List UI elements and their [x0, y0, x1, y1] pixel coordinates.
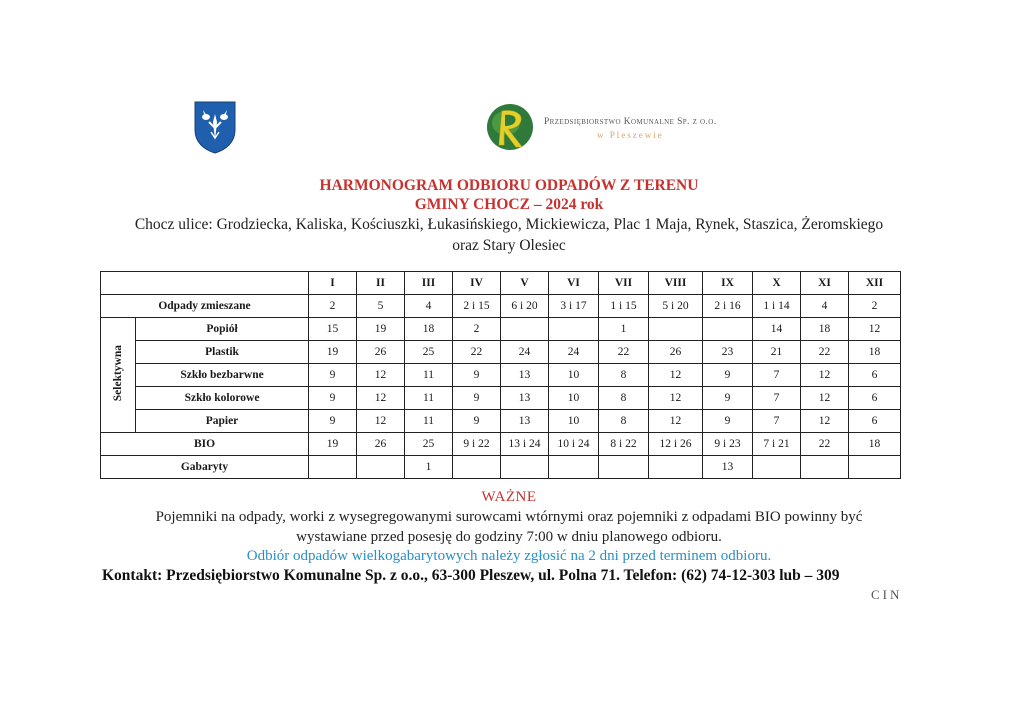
row-label: Odpady zmieszane	[101, 295, 309, 318]
header-corner-cell	[101, 272, 309, 295]
schedule-cell: 12	[849, 318, 901, 341]
month-header: X	[753, 272, 801, 295]
schedule-cell	[801, 456, 849, 479]
row-label: Szkło bezbarwne	[136, 364, 309, 387]
month-header: VIII	[649, 272, 703, 295]
schedule-cell: 9 i 22	[453, 433, 501, 456]
schedule-cell: 9	[453, 364, 501, 387]
schedule-cell: 8	[599, 364, 649, 387]
schedule-cell: 12	[801, 364, 849, 387]
schedule-cell: 1	[405, 456, 453, 479]
schedule-cell: 10 i 24	[549, 433, 599, 456]
schedule-cell: 6	[849, 387, 901, 410]
row-label: Popiół	[136, 318, 309, 341]
company-name: Przedsiębiorstwo Komunalne Sp. z o.o.	[544, 117, 717, 127]
schedule-cell: 14	[753, 318, 801, 341]
month-header: IX	[703, 272, 753, 295]
schedule-cell	[703, 318, 753, 341]
row-label: Papier	[136, 410, 309, 433]
table-row	[101, 295, 901, 318]
schedule-cell	[357, 456, 405, 479]
schedule-cell: 13	[501, 387, 549, 410]
schedule-cell: 9	[703, 410, 753, 433]
streets-line-continued: oraz Stary Olesiec	[452, 237, 566, 254]
schedule-cell: 23	[703, 341, 753, 364]
month-header-row	[101, 272, 901, 295]
table-row	[101, 456, 901, 479]
schedule-cell	[599, 456, 649, 479]
schedule-cell: 6	[849, 364, 901, 387]
schedule-cell: 8	[599, 387, 649, 410]
row-label: BIO	[101, 433, 309, 456]
schedule-cell: 4	[801, 295, 849, 318]
table-row	[101, 433, 901, 456]
schedule-cell: 9	[453, 410, 501, 433]
schedule-cell: 24	[501, 341, 549, 364]
month-header: XII	[849, 272, 901, 295]
schedule-cell: 3 i 17	[549, 295, 599, 318]
schedule-cell: 6	[849, 410, 901, 433]
month-header: IV	[453, 272, 501, 295]
table-row	[101, 387, 901, 410]
schedule-cell: 1 i 15	[599, 295, 649, 318]
notice-text: Pojemniki na odpady, worki z wysegregowanymi surowcami wtórnymi oraz pojemniki z odpadami BIO powinny być	[155, 509, 863, 525]
selective-group-label: Selektywna	[112, 345, 124, 402]
schedule-cell: 5	[357, 295, 405, 318]
schedule-cell: 7 i 21	[753, 433, 801, 456]
schedule-cell: 13 i 24	[501, 433, 549, 456]
gmina-coat-of-arms-icon	[193, 100, 237, 154]
schedule-cell	[453, 456, 501, 479]
schedule-cell: 13	[501, 364, 549, 387]
schedule-cell: 12 i 26	[649, 433, 703, 456]
schedule-cell: 1	[599, 318, 649, 341]
schedule-cell	[309, 456, 357, 479]
schedule-cell: 2 i 15	[453, 295, 501, 318]
schedule-cell: 10	[549, 364, 599, 387]
table-row	[101, 410, 901, 433]
schedule-cell: 18	[849, 433, 901, 456]
schedule-cell: 12	[801, 410, 849, 433]
schedule-cell: 11	[405, 387, 453, 410]
bulky-waste-notice: Odbiór odpadów wielkogabarytowych należy zgłosić na 2 dni przed terminem odbioru.	[246, 548, 772, 564]
schedule-cell: 5 i 20	[649, 295, 703, 318]
schedule-cell: 12	[649, 364, 703, 387]
schedule-cell: 26	[649, 341, 703, 364]
schedule-cell: 9	[453, 387, 501, 410]
schedule-cell	[649, 318, 703, 341]
document-code: CIN	[871, 587, 903, 602]
schedule-cell: 11	[405, 410, 453, 433]
schedule-cell: 10	[549, 387, 599, 410]
schedule-cell: 12	[357, 364, 405, 387]
schedule-cell	[753, 456, 801, 479]
schedule-cell: 26	[357, 433, 405, 456]
row-label: Plastik	[136, 341, 309, 364]
month-header: VII	[599, 272, 649, 295]
schedule-cell: 6 i 20	[501, 295, 549, 318]
schedule-cell	[549, 318, 599, 341]
schedule-cell: 1 i 14	[753, 295, 801, 318]
schedule-cell: 12	[649, 387, 703, 410]
schedule-cell: 13	[501, 410, 549, 433]
row-label: Gabaryty	[101, 456, 309, 479]
schedule-cell: 2	[453, 318, 501, 341]
schedule-cell: 7	[753, 364, 801, 387]
schedule-cell: 19	[309, 433, 357, 456]
schedule-cell: 9 i 23	[703, 433, 753, 456]
notice-text-continued: wystawiane przed posesję do godziny 7:00 w dniu planowego odbioru.	[296, 529, 722, 545]
month-header: XI	[801, 272, 849, 295]
schedule-cell: 21	[753, 341, 801, 364]
schedule-cell: 18	[849, 341, 901, 364]
month-header: I	[309, 272, 357, 295]
schedule-cell	[849, 456, 901, 479]
schedule-cell: 7	[753, 387, 801, 410]
streets-line: Chocz ulice: Grodziecka, Kaliska, Kościuszki, Łukasińskiego, Mickiewicza, Plac 1 Maja, Rynek, Staszica, Żeromskiego	[134, 216, 884, 233]
contact-info: Kontakt: Przedsiębiorstwo Komunalne Sp. z o.o., 63-300 Pleszew, ul. Polna 71. Telefon: (62) 74-12-303 lub – 309	[102, 567, 840, 584]
schedule-cell: 18	[405, 318, 453, 341]
schedule-cell: 9	[703, 387, 753, 410]
row-label: Szkło kolorowe	[136, 387, 309, 410]
schedule-cell: 12	[357, 410, 405, 433]
schedule-cell: 22	[801, 341, 849, 364]
schedule-cell: 19	[357, 318, 405, 341]
important-heading: WAŻNE	[481, 489, 537, 505]
month-header: III	[405, 272, 453, 295]
schedule-cell	[549, 456, 599, 479]
table-row	[101, 318, 901, 341]
schedule-cell: 19	[309, 341, 357, 364]
document-subtitle: GMINY CHOCZ – 2024 rok	[414, 196, 604, 213]
company-logo-icon	[486, 101, 538, 153]
schedule-cell: 24	[549, 341, 599, 364]
schedule-cell: 7	[753, 410, 801, 433]
schedule-cell: 18	[801, 318, 849, 341]
schedule-cell: 12	[801, 387, 849, 410]
table-row	[101, 341, 901, 364]
schedule-cell	[501, 318, 549, 341]
schedule-cell: 12	[649, 410, 703, 433]
schedule-cell: 9	[309, 387, 357, 410]
document-title: HARMONOGRAM ODBIORU ODPADÓW Z TERENU	[319, 177, 699, 194]
schedule-cell: 11	[405, 364, 453, 387]
schedule-cell: 9	[703, 364, 753, 387]
table-row	[101, 364, 901, 387]
month-header: V	[501, 272, 549, 295]
schedule-cell: 26	[357, 341, 405, 364]
schedule-cell: 9	[309, 364, 357, 387]
schedule-cell: 8 i 22	[599, 433, 649, 456]
schedule-cell	[501, 456, 549, 479]
collection-schedule-table	[100, 271, 901, 479]
selective-group-label-cell	[101, 318, 136, 433]
schedule-cell: 2	[309, 295, 357, 318]
schedule-cell: 12	[357, 387, 405, 410]
month-header: VI	[549, 272, 599, 295]
schedule-cell: 22	[599, 341, 649, 364]
schedule-cell: 22	[453, 341, 501, 364]
schedule-cell	[649, 456, 703, 479]
schedule-cell: 8	[599, 410, 649, 433]
schedule-cell: 9	[309, 410, 357, 433]
month-header: II	[357, 272, 405, 295]
schedule-cell: 4	[405, 295, 453, 318]
company-city: w Pleszewie	[597, 130, 664, 140]
schedule-cell: 25	[405, 433, 453, 456]
schedule-cell: 22	[801, 433, 849, 456]
schedule-cell: 10	[549, 410, 599, 433]
schedule-cell: 13	[703, 456, 753, 479]
schedule-cell: 2 i 16	[703, 295, 753, 318]
schedule-cell: 2	[849, 295, 901, 318]
schedule-cell: 15	[309, 318, 357, 341]
schedule-cell: 25	[405, 341, 453, 364]
